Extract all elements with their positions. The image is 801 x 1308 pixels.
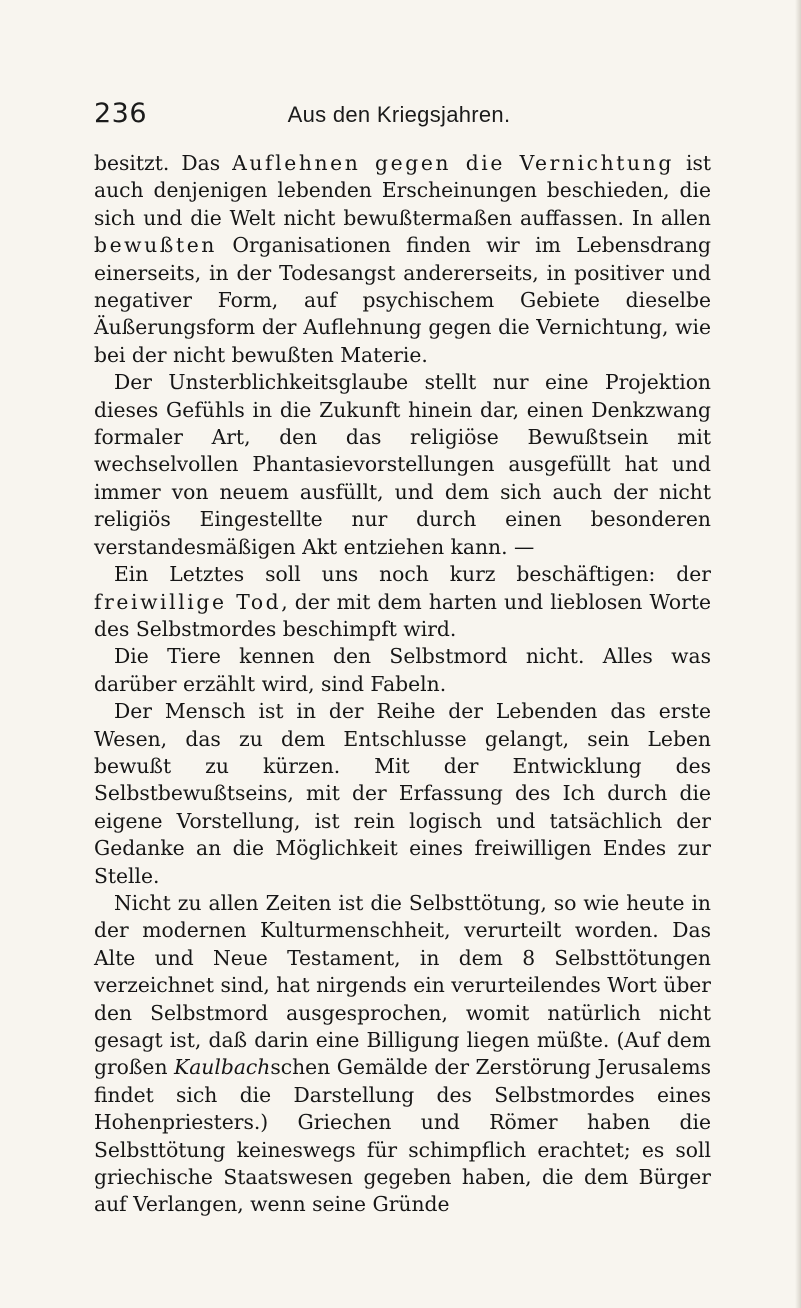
paragraph-4: Die Tiere kennen den Selbstmord nicht. Alles was darüber erzählt wird, sind Fabeln.	[94, 644, 711, 696]
paragraph-3	[94, 561, 711, 643]
paragraph-1-text-e: Organisationen finden wir im Lebensdrang einerseits, in der Todesangst andererseits, in positiver und negativer Form, auf psychischem Gebiete dieselbe Äußerungsform der Auflehnung gegen die Vernichtung, wie bei der nicht bewußten Materie.	[94, 233, 711, 367]
paragraph-1	[94, 150, 711, 369]
body-text	[94, 150, 711, 1219]
italic-name: Kaulbach	[174, 1055, 271, 1080]
page-number: 236	[94, 98, 148, 129]
paragraph-1-text-a: besitzt. Das	[94, 151, 233, 175]
paragraph-2: Der Unsterblichkeitsglaube stellt nur eine Projektion dieses Gefühls in die Zukunft hinein dar, einen Denkzwang formaler Art, den das religiöse Bewußtsein mit wechselvollen Phantasievorstellungen ausgefüllt hat und immer von neuem ausfüllt, und dem sich auch der nicht religiös Eingestellte nur durch einen besonderen verstandesmäßigen Akt entziehen kann. —	[94, 370, 711, 559]
spaced-emphasis: Auflehnen gegen die Vernichtung	[232, 151, 674, 175]
spaced-emphasis: freiwillige Tod	[94, 589, 282, 614]
paragraph-1-text-c: ist auch denjenigen lebenden Erscheinungen beschieden, die sich und die Welt nicht bewußtermaßen auffassen. In allen	[94, 151, 712, 230]
paragraph-3-text-a: Ein Letztes soll uns noch kurz beschäftigen: der	[114, 562, 711, 587]
page-header	[94, 98, 704, 138]
running-head: Aus den Kriegsjahren.	[287, 102, 511, 127]
spaced-emphasis: bewußten	[94, 233, 217, 258]
paragraph-3-text-c: , der mit dem harten und lieblosen Worte des Selbstmordes beschimpft wird.	[94, 589, 711, 641]
paragraph-6	[94, 890, 711, 1219]
paragraph-5: Der Mensch ist in der Reihe der Lebenden das erste Wesen, das zu dem Entschlusse gelangt, sein Leben bewußt zu kürzen. Mit der Entwicklung des Selbstbewußtseins, mit der Erfassung des Ich durch die eigene Vorstellung, ist rein logisch und tatsächlich der Gedanke an die Möglichkeit eines freiwilligen Endes zur Stelle.	[94, 699, 711, 888]
paragraph-6-text-a: Nicht zu allen Zeiten ist die Selbsttötung, so wie heute in der modernen Kulturmenschheit, verurteilt worden. Das Alte und Neue Testament, in dem 8 Selbsttötungen verzeichnet sind, hat nirgends ein verurteilendes Wort über den Selbstmord ausgesprochen, womit natürlich nicht gesagt ist, daß darin eine Billigung liegen müßte. (Auf dem großen	[94, 890, 711, 1080]
paragraph-6-text-c: schen Gemälde der Zerstörung Jerusalems findet sich die Darstellung des Selbstmordes eines Hohenpriesters.) Griechen und Römer haben die Selbsttötung keineswegs für schimpflich erachtet; es soll griechische Staatswesen gegeben haben, die dem Bürger auf Verlangen, wenn seine Gründe	[94, 1055, 711, 1217]
page-edge-shadow	[795, 0, 801, 1308]
